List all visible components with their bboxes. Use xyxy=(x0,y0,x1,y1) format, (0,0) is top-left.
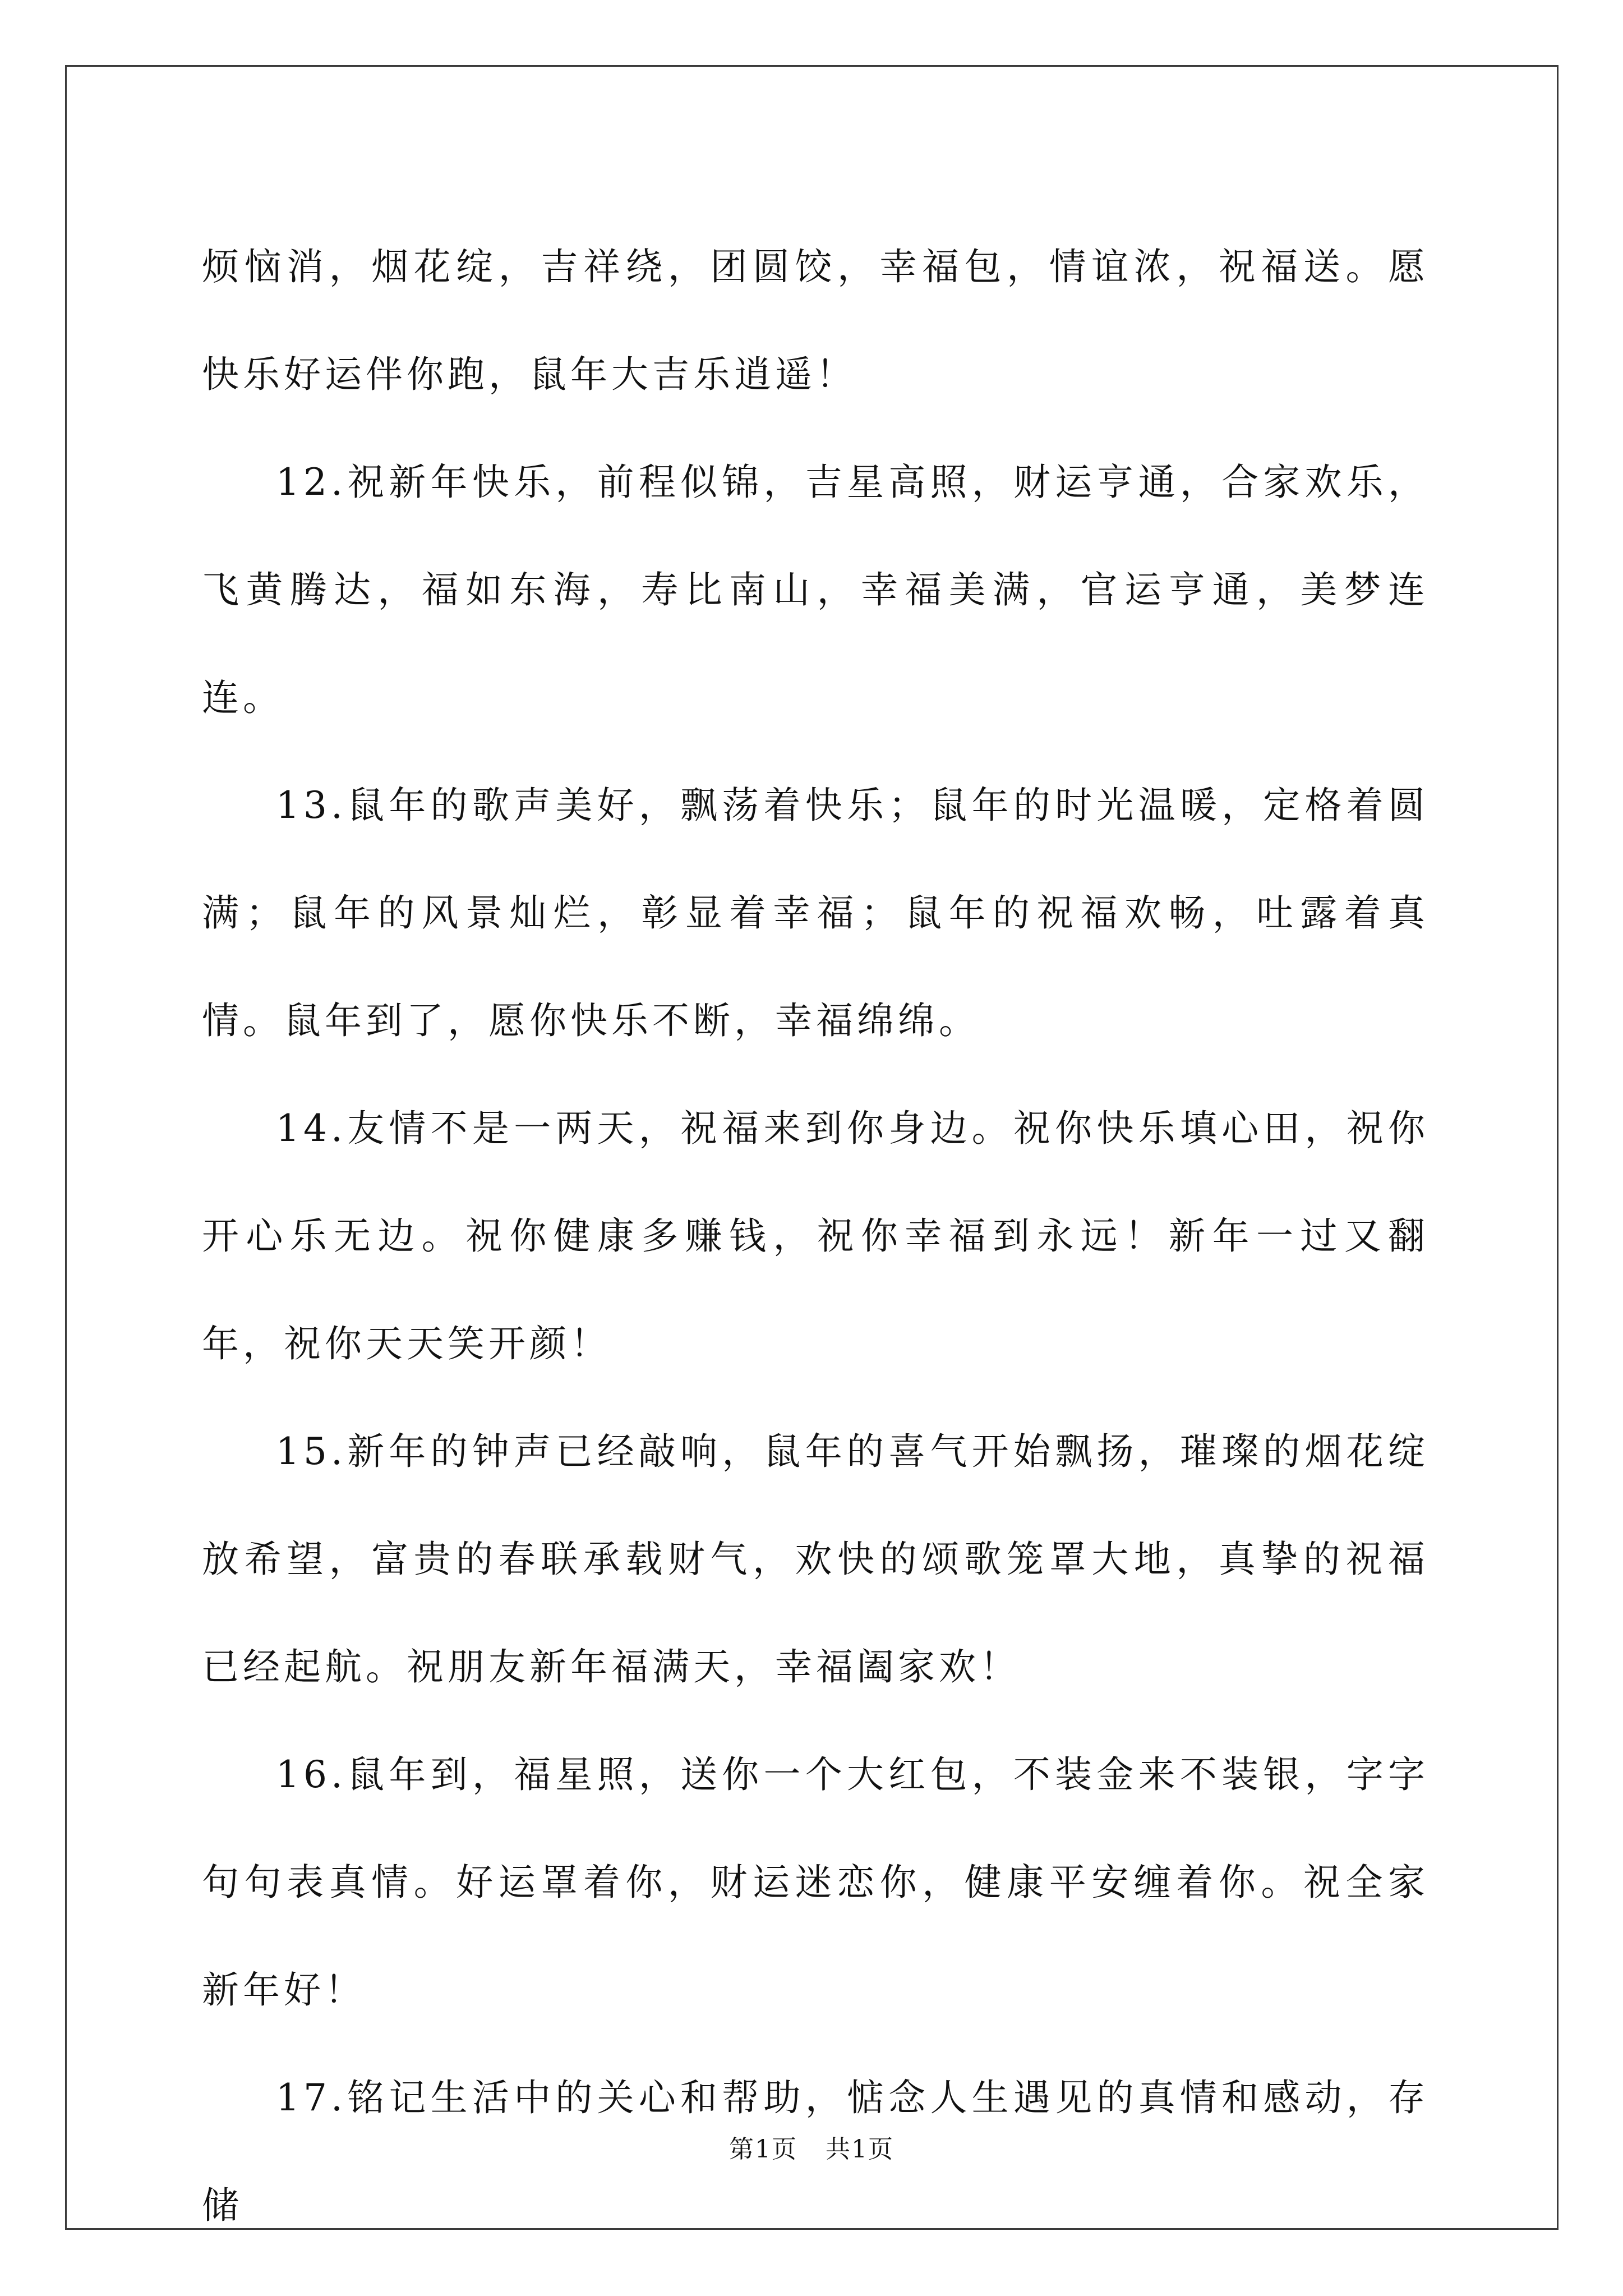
paragraph: 17.铭记生活中的关心和帮助，惦念人生遇见的真情和感动，存储 xyxy=(202,2076,1429,2227)
paragraph: 14.友情不是一两天，祝福来到你身边。祝你快乐填心田，祝你开心乐无边。祝你健康多赚钱，祝你幸福到永远！新年一过又翻年，祝你天天笑开颜！ xyxy=(202,1107,1429,1365)
paragraph: 15.新年的钟声已经敲响，鼠年的喜气开始飘扬，璀璨的烟花绽放希望，富贵的春联承载财气，欢快的颂歌笼罩大地，真挚的祝福已经起航。祝朋友新年福满天，幸福阖家欢！ xyxy=(202,1430,1429,1688)
paragraph: 12.祝新年快乐，前程似锦，吉星高照，财运亨通，合家欢乐，飞黄腾达，福如东海，寿比南山，幸福美满，官运亨通，美梦连连。 xyxy=(202,461,1429,719)
document-body xyxy=(202,213,1429,2260)
paragraph: 烦恼消，烟花绽，吉祥绕，团圆饺，幸福包，情谊浓，祝福送。愿快乐好运伴你跑，鼠年大吉乐逍遥！ xyxy=(202,245,1429,396)
page-number: 第1页 xyxy=(729,2135,797,2164)
paragraph: 16.鼠年到，福星照，送你一个大红包，不装金来不装银，字字句句表真情。好运罩着你，财运迷恋你，健康平安缠着你。祝全家新年好！ xyxy=(202,1753,1429,2012)
page-footer xyxy=(0,2129,1623,2165)
paragraph: 13.鼠年的歌声美好，飘荡着快乐；鼠年的时光温暖，定格着圆满；鼠年的风景灿烂，彰显着幸福；鼠年的祝福欢畅，吐露着真情。鼠年到了，愿你快乐不断，幸福绵绵。 xyxy=(202,784,1429,1042)
page-total: 共1页 xyxy=(826,2135,894,2164)
